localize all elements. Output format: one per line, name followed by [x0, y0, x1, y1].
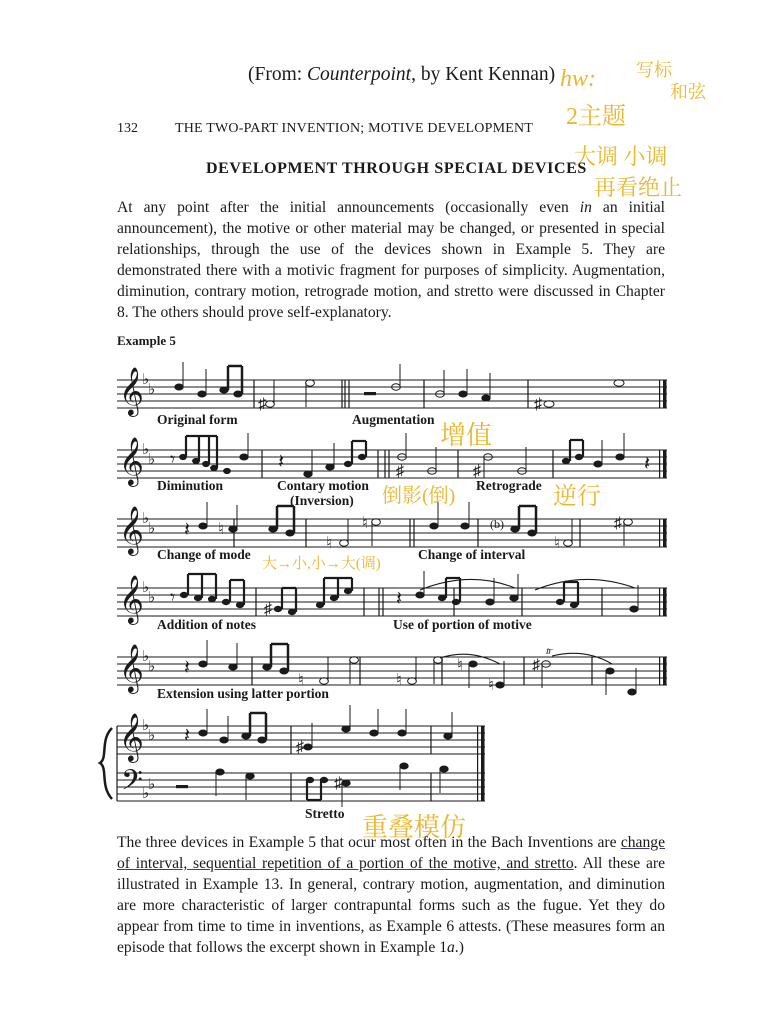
- svg-text:♭: ♭: [142, 511, 150, 527]
- svg-text:♭: ♭: [148, 452, 156, 468]
- hand-note-10: 大→小,小→大(调): [262, 556, 381, 572]
- caption-original-form: Original form: [157, 412, 238, 427]
- treble-clef-4: 𝄞: [119, 577, 144, 623]
- para2-text-a: The three devices in Example 5 that ocur most often in the Bach Inventions are: [117, 834, 621, 851]
- caption-contrary-motion: Contary motion: [277, 478, 369, 493]
- trill-mark: 𝆖: [546, 645, 553, 657]
- svg-text:♭: ♭: [148, 728, 156, 744]
- svg-text:𝄽: 𝄽: [184, 657, 191, 679]
- treble-clef-2: 𝄞: [119, 439, 144, 485]
- svg-text:𝄽: 𝄽: [644, 453, 651, 475]
- clefs: [119, 367, 144, 803]
- svg-text:♭: ♭: [142, 372, 150, 388]
- para2-underlined-text: change of interval, sequential repetition of a portion of the motive, and stretto: [117, 834, 665, 872]
- treble-clef-1: 𝄞: [119, 369, 144, 415]
- para2-italic-a: a: [447, 939, 455, 956]
- hand-note-4: 2主题: [566, 104, 626, 130]
- caption-augmentation: Augmentation: [352, 412, 435, 427]
- svg-text:♯: ♯: [473, 463, 481, 480]
- closing-paragraph: [117, 832, 665, 958]
- system-brace: [100, 728, 112, 799]
- handwritten-annotations: [262, 60, 707, 842]
- svg-text:♭: ♭: [148, 521, 156, 537]
- svg-text:♯: ♯: [296, 739, 304, 756]
- hand-note-8: 倒影(倒): [382, 485, 456, 507]
- para1-italic-in: in: [579, 199, 592, 216]
- svg-text:♯: ♯: [258, 396, 266, 413]
- svg-text:♭: ♭: [148, 382, 156, 398]
- para1-text-c: an initial announcement), the motive or other material may be changed, or presented in special relationships, through the use of the devices shown in Example 5. They are demonstrated there with a motivic fragment for purposes of simplicity. Augmentation, diminution, contrary motion, retrograde motion, and stretto were discussed in Chapter 8. The others should prove self-explanatory.: [117, 199, 665, 321]
- source-open: (From:: [248, 64, 308, 85]
- source-book-title: Counterpoint: [307, 64, 412, 85]
- running-head: THE TWO-PART INVENTION; MOTIVE DEVELOPMENT: [175, 121, 534, 136]
- para2-text-b: . All these are illustrated in Example 13. In general, contrary motion, augmentation, and diminution are more characteristic of larger contrapuntal forms such as the fugue. Yet they do appear from time to time in inventions, as Example 6 attests. (These measures form an episode that follows the excerpt shown in Example 1: [117, 855, 665, 956]
- svg-text:♯: ♯: [534, 396, 542, 413]
- svg-text:♭: ♭: [148, 590, 156, 606]
- caption-extension: Extension using latter portion: [157, 686, 329, 701]
- caption-diminution: Diminution: [157, 478, 224, 493]
- svg-text:♯: ♯: [334, 775, 342, 792]
- caption-flat-in-parens: (b): [490, 517, 504, 531]
- svg-text:♮: ♮: [457, 657, 463, 674]
- caption-change-of-interval: Change of interval: [418, 547, 526, 562]
- svg-text:♭: ♭: [142, 580, 150, 596]
- svg-text:♭: ♭: [142, 442, 150, 458]
- svg-text:♮: ♮: [362, 515, 368, 532]
- svg-text:♭: ♭: [142, 718, 150, 734]
- key-signatures: [142, 372, 155, 802]
- page-number: 132: [117, 121, 138, 136]
- hand-note-6: 再看绝止: [594, 175, 683, 200]
- svg-text:𝄾: 𝄾: [170, 587, 176, 609]
- para2-text-d: .): [454, 939, 464, 956]
- svg-text:♮: ♮: [298, 672, 304, 689]
- svg-text:♯: ♯: [614, 515, 622, 532]
- svg-text:♭: ♭: [142, 786, 150, 802]
- hand-note-9: 逆行: [553, 484, 601, 510]
- hand-note-7: 增值: [440, 421, 493, 450]
- svg-text:𝄽: 𝄽: [396, 588, 403, 610]
- treble-clef-3: 𝄞: [119, 508, 144, 554]
- svg-text:𝄽: 𝄽: [278, 451, 285, 473]
- svg-text:♭: ♭: [148, 659, 156, 675]
- svg-text:♮: ♮: [554, 535, 560, 552]
- svg-text:♮: ♮: [488, 677, 494, 694]
- treble-clef-5: 𝄞: [119, 646, 144, 692]
- source-close: , by Kent Kennan): [411, 64, 556, 85]
- hand-note-2: 写标: [636, 60, 672, 80]
- bass-clef: 𝄢: [121, 766, 143, 803]
- hand-note-5: 大调 小调: [574, 144, 668, 169]
- caption-addition-of-notes: Addition of notes: [157, 617, 257, 632]
- svg-text:♮: ♮: [218, 521, 224, 538]
- svg-text:♭: ♭: [142, 649, 150, 665]
- svg-text:♮: ♮: [396, 672, 402, 689]
- hand-note-hw: hw:: [560, 66, 596, 92]
- caption-portion-of-motive: Use of portion of motive: [393, 617, 532, 632]
- svg-text:♯: ♯: [264, 601, 272, 618]
- svg-text:𝄾: 𝄾: [170, 449, 176, 471]
- caption-retrograde: Retrograde: [476, 478, 542, 493]
- svg-text:♯: ♯: [396, 463, 404, 480]
- svg-text:𝄽: 𝄽: [184, 725, 191, 747]
- svg-text:♭: ♭: [148, 777, 156, 793]
- hand-note-3: 和弦: [670, 82, 706, 102]
- caption-inversion: (Inversion): [290, 493, 354, 508]
- para1-text-a: At any point after the initial announcements (occasionally even: [117, 199, 580, 216]
- treble-clef-6: 𝄞: [119, 715, 144, 761]
- svg-text:♯: ♯: [532, 657, 540, 674]
- section-title: DEVELOPMENT THROUGH SPECIAL DEVICES: [206, 160, 587, 177]
- example-label: Example 5: [117, 333, 176, 348]
- svg-text:𝄽: 𝄽: [184, 519, 191, 541]
- caption-stretto: Stretto: [305, 806, 345, 821]
- hand-note-11: 重叠模仿: [362, 813, 467, 842]
- svg-text:♮: ♮: [326, 535, 332, 552]
- caption-change-of-mode: Change of mode: [157, 547, 251, 562]
